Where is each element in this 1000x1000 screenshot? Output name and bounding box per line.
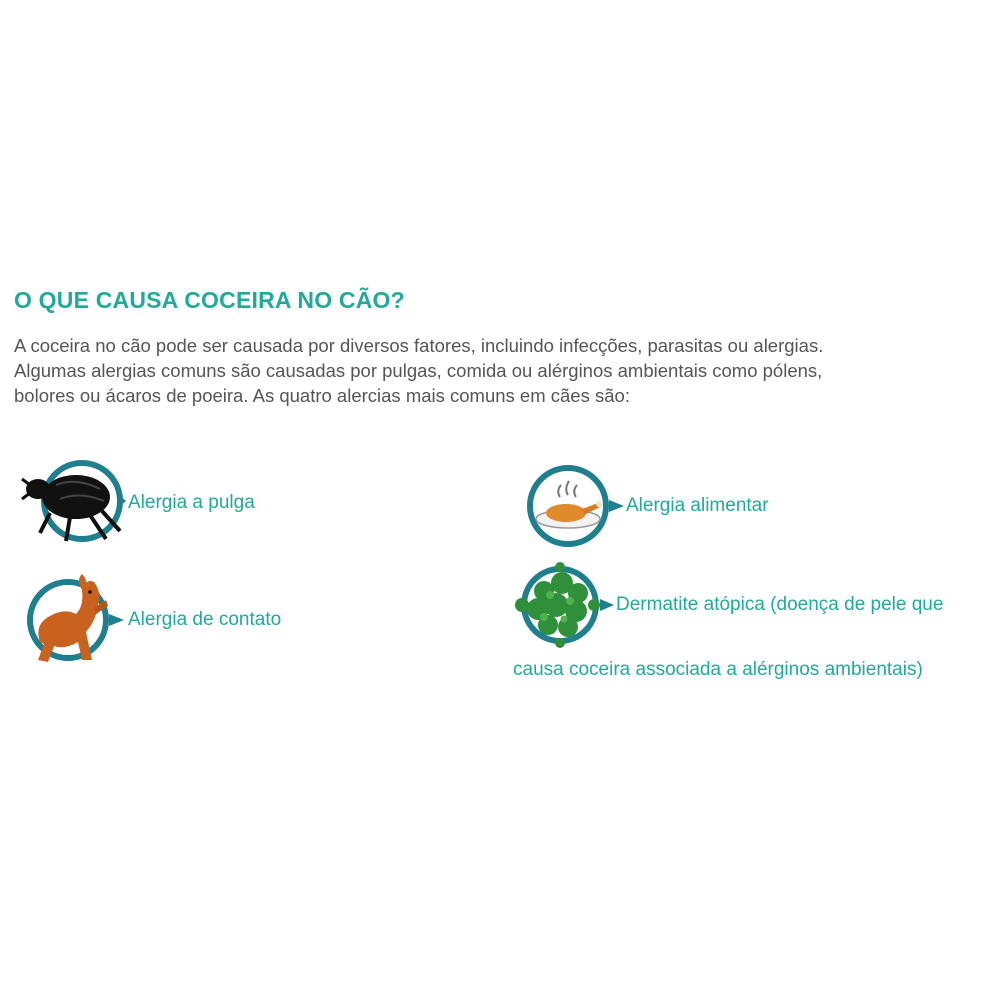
allergy-item-flea <box>20 455 255 547</box>
flea-icon <box>20 455 126 547</box>
food-plate-icon <box>524 463 624 549</box>
allergy-label: Alergia de contato <box>128 609 282 630</box>
page-title: O QUE CAUSA COCEIRA NO CÃO? <box>14 287 405 313</box>
allergy-label: Dermatite atópica (doença de pele que <box>616 594 944 615</box>
intro-line: A coceira no cão pode ser causada por diversos fatores, incluindo infecções, parasitas ou alergias. <box>14 335 824 356</box>
allergy-item-atopic <box>514 561 943 649</box>
intro-paragraph <box>14 333 984 408</box>
allergy-label-continuation: causa coceira associada a alérginos ambientais) <box>513 659 923 680</box>
intro-line: bolores ou ácaros de poeira. As quatro alercias mais comuns em cães são: <box>14 385 630 406</box>
allergy-label: Alergia a pulga <box>128 492 255 513</box>
plants-icon <box>514 561 614 649</box>
allergy-label: Alergia alimentar <box>626 495 769 516</box>
allergy-item-food <box>524 463 769 549</box>
allergy-item-contact <box>24 572 281 668</box>
scratching-dog-icon <box>24 572 126 668</box>
intro-line: Algumas alergias comuns são causadas por pulgas, comida ou alérginos ambientais como pólens, <box>14 360 823 381</box>
